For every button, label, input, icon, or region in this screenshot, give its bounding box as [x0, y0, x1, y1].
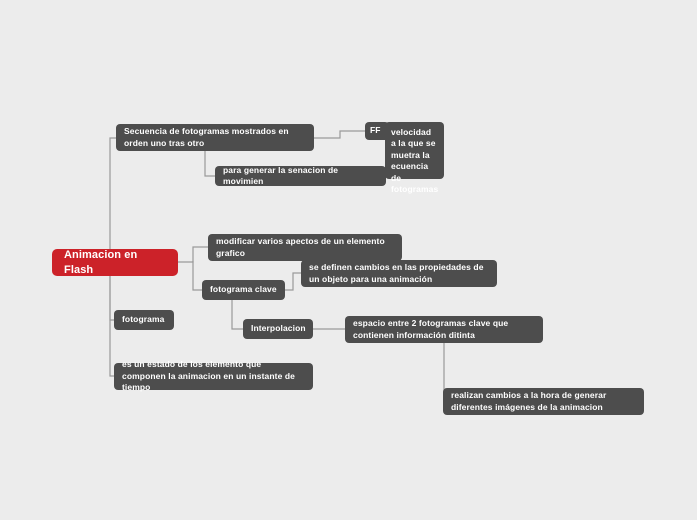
node-espacio-entre-fotogramas[interactable] — [345, 316, 543, 343]
node-realizan-cambios[interactable] — [443, 388, 644, 415]
node-ff-label: FF — [370, 125, 381, 136]
node-velocidad[interactable] — [385, 122, 444, 195]
node-fotograma-clave-label: fotograma clave — [210, 284, 277, 295]
node-espacio-entre-fotogramas-label: espacio entre 2 fotogramas clave que contienen información ditinta — [353, 318, 509, 340]
node-secuencia[interactable] — [116, 124, 314, 151]
node-secuencia-label: Secuencia de fotogramas mostrados en orden uno tras otro — [124, 126, 289, 148]
node-fotograma[interactable] — [114, 310, 174, 330]
node-realizan-cambios-label: realizan cambios a la hora de generar diferentes imágenes de la animacion — [451, 390, 607, 412]
node-para-generar-sensacion[interactable] — [215, 166, 386, 186]
node-modificar-aspectos-label: modificar varios apectos de un elemento grafico — [216, 236, 385, 258]
node-fotograma-clave[interactable] — [202, 280, 285, 300]
node-root-label: Animacion en Flash — [64, 248, 138, 276]
node-modificar-aspectos[interactable] — [208, 234, 402, 261]
node-interpolacion[interactable] — [243, 319, 313, 339]
node-velocidad-label: velocidad a la que se muetra la ecuencia de fotogramas — [391, 127, 439, 195]
node-se-definen-cambios[interactable] — [301, 260, 497, 287]
node-root[interactable] — [52, 249, 178, 276]
node-fotograma-label: fotograma — [122, 314, 165, 325]
node-estado-elementos-label: es un estado de los elemento que componen la animacion en un instante de tiempo — [122, 359, 295, 393]
node-para-generar-sensacion-label: para generar la senacion de movimien — [223, 164, 339, 186]
node-estado-elementos[interactable] — [114, 359, 313, 393]
node-interpolacion-label: Interpolacion — [251, 323, 306, 334]
node-se-definen-cambios-label: se definen cambios en las propiedades de un objeto para una animación — [309, 262, 484, 284]
